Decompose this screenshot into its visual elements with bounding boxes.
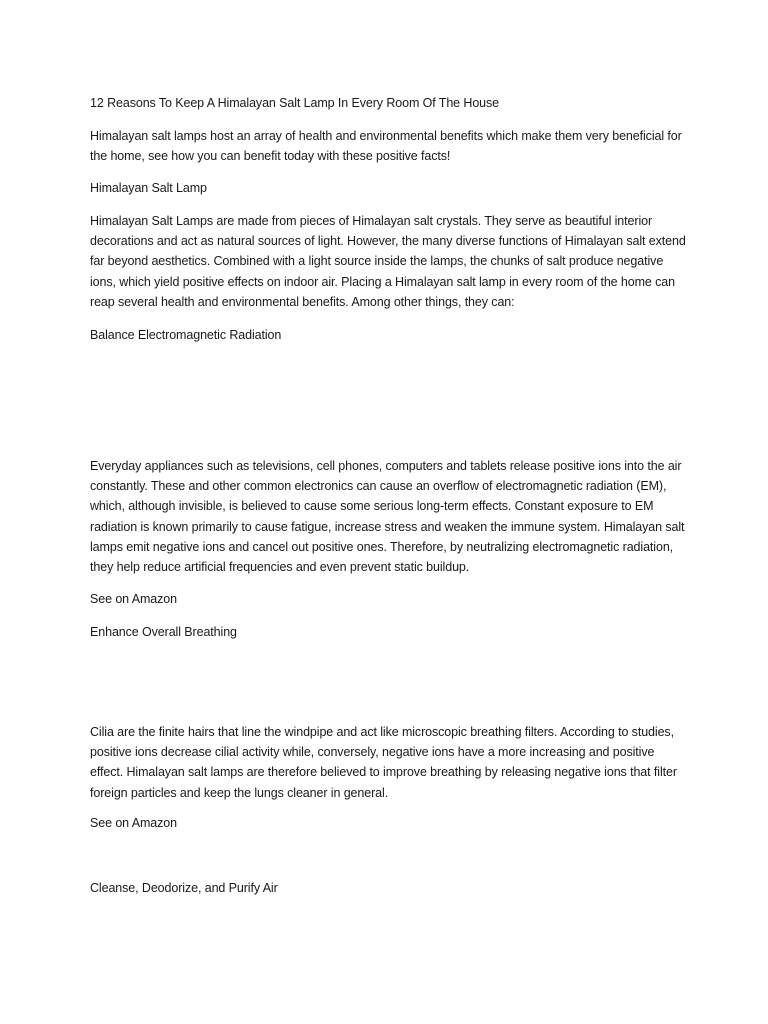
- breathing-paragraph: Cilia are the finite hairs that line the windpipe and act like microscopic breathing filters. According to studies, positive ions decrease cilial activity while, conversely, negative ions have a more increasing and positive effect. Himalayan salt lamps are therefore believed to improve breathing by releasing negative ions that filter foreign particles and keep the lungs cleaner in general.: [90, 725, 677, 800]
- see-on-amazon-link-2[interactable]: See on Amazon: [90, 816, 177, 830]
- see-on-amazon-link-1[interactable]: See on Amazon: [90, 592, 177, 606]
- section-heading-em-radiation: Balance Electromagnetic Radiation: [90, 328, 282, 342]
- section-heading-breathing: Enhance Overall Breathing: [90, 625, 237, 639]
- salt-lamp-paragraph: Himalayan Salt Lamps are made from pieces of Himalayan salt crystals. They serve as beautiful interior decorations and act as natural sources of light. However, the many diverse functions of Himalayan salt extend far beyond aesthetics. Combined with a light source inside the lamps, the chunks of salt produce negative ions, which yield positive effects on indoor air. Placing a Himalayan salt lamp in every room of the home can reap several health and environmental benefits. Among other things, they can:: [90, 214, 686, 309]
- intro-paragraph: Himalayan salt lamps host an array of health and environmental benefits which make them very beneficial for the home, see how you can benefit today with these positive facts!: [90, 129, 682, 164]
- section-heading-salt-lamp: Himalayan Salt Lamp: [90, 181, 207, 195]
- em-radiation-paragraph: Everyday appliances such as televisions, cell phones, computers and tablets release positive ions into the air constantly. These and other common electronics can cause an overflow of electromagnetic radiation (EM), which, although invisible, is believed to cause some serious long-term effects. Constant exposure to EM radiation is known primarily to cause fatigue, increase stress and weaken the immune system. Himalayan salt lamps emit negative ions and cancel out positive ones. Therefore, by neutralizing electromagnetic radiation, they help reduce artificial frequencies and even prevent static buildup.: [90, 459, 685, 575]
- section-heading-air: Cleanse, Deodorize, and Purify Air: [90, 881, 278, 895]
- document-title: 12 Reasons To Keep A Himalayan Salt Lamp In Every Room Of The House: [90, 96, 500, 110]
